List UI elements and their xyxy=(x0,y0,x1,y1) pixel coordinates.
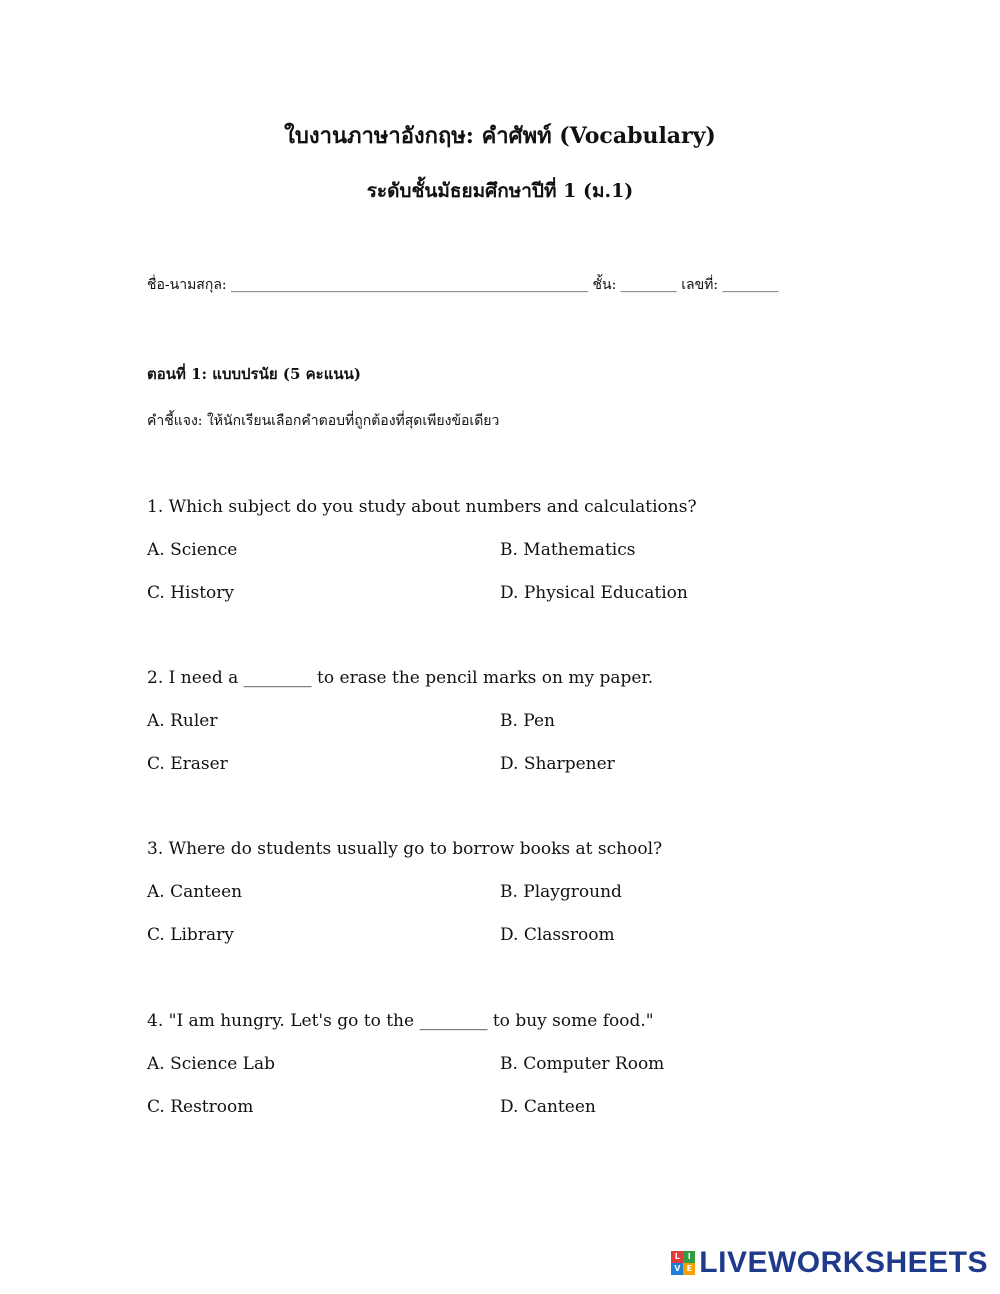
question-text: 1. Which subject do you study about numbers and calculations? xyxy=(147,497,697,517)
choice-c[interactable]: C. Library xyxy=(147,925,234,945)
choice-d[interactable]: D. Sharpener xyxy=(500,754,615,774)
choice-c[interactable]: C. History xyxy=(147,583,234,603)
choice-b[interactable]: B. Pen xyxy=(500,711,555,731)
liveworksheets-logo-icon xyxy=(671,1251,695,1275)
logo-letter: L xyxy=(671,1251,683,1263)
section-title: ตอนที่ 1: แบบปรนัย (5 คะแนน) xyxy=(147,365,361,383)
choice-a[interactable]: A. Science Lab xyxy=(147,1054,275,1074)
choice-a[interactable]: A. Science xyxy=(147,540,238,560)
worksheet-title: ใบงานภาษาอังกฤษ: คำศัพท์ (Vocabulary) xyxy=(284,123,716,149)
choice-b[interactable]: B. Computer Room xyxy=(500,1054,665,1074)
question-text: 4. "I am hungry. Let's go to the ________ to buy some food." xyxy=(147,1011,654,1031)
choice-d[interactable]: D. Canteen xyxy=(500,1097,596,1117)
question-text: 2. I need a ________ to erase the pencil marks on my paper. xyxy=(147,668,654,688)
logo-letter: E xyxy=(683,1263,695,1275)
choice-c[interactable]: C. Eraser xyxy=(147,754,228,774)
logo-letter: V xyxy=(671,1263,683,1275)
choice-b[interactable]: B. Playground xyxy=(500,882,622,902)
choice-b[interactable]: B. Mathematics xyxy=(500,540,636,560)
choice-a[interactable]: A. Canteen xyxy=(147,882,243,902)
question-text: 3. Where do students usually go to borrow books at school? xyxy=(147,839,663,859)
choice-d[interactable]: D. Physical Education xyxy=(500,583,688,603)
student-info-line: ชื่อ-นามสกุล: ___________________________________________________ ชั้น: ________ เลขที่: ________ xyxy=(147,277,779,293)
logo-letter: I xyxy=(683,1251,695,1263)
brand-name: LIVEWORKSHEETS xyxy=(699,1246,988,1279)
liveworksheets-brand xyxy=(671,1246,988,1280)
worksheet-subtitle: ระดับชั้นมัธยมศึกษาปีที่ 1 (ม.1) xyxy=(366,180,634,202)
choice-d[interactable]: D. Classroom xyxy=(500,925,615,945)
choice-a[interactable]: A. Ruler xyxy=(147,711,218,731)
section-instructions: คำชี้แจง: ให้นักเรียนเลือกคำตอบที่ถูกต้องที่สุดเพียงข้อเดียว xyxy=(147,413,500,429)
choice-c[interactable]: C. Restroom xyxy=(147,1097,254,1117)
